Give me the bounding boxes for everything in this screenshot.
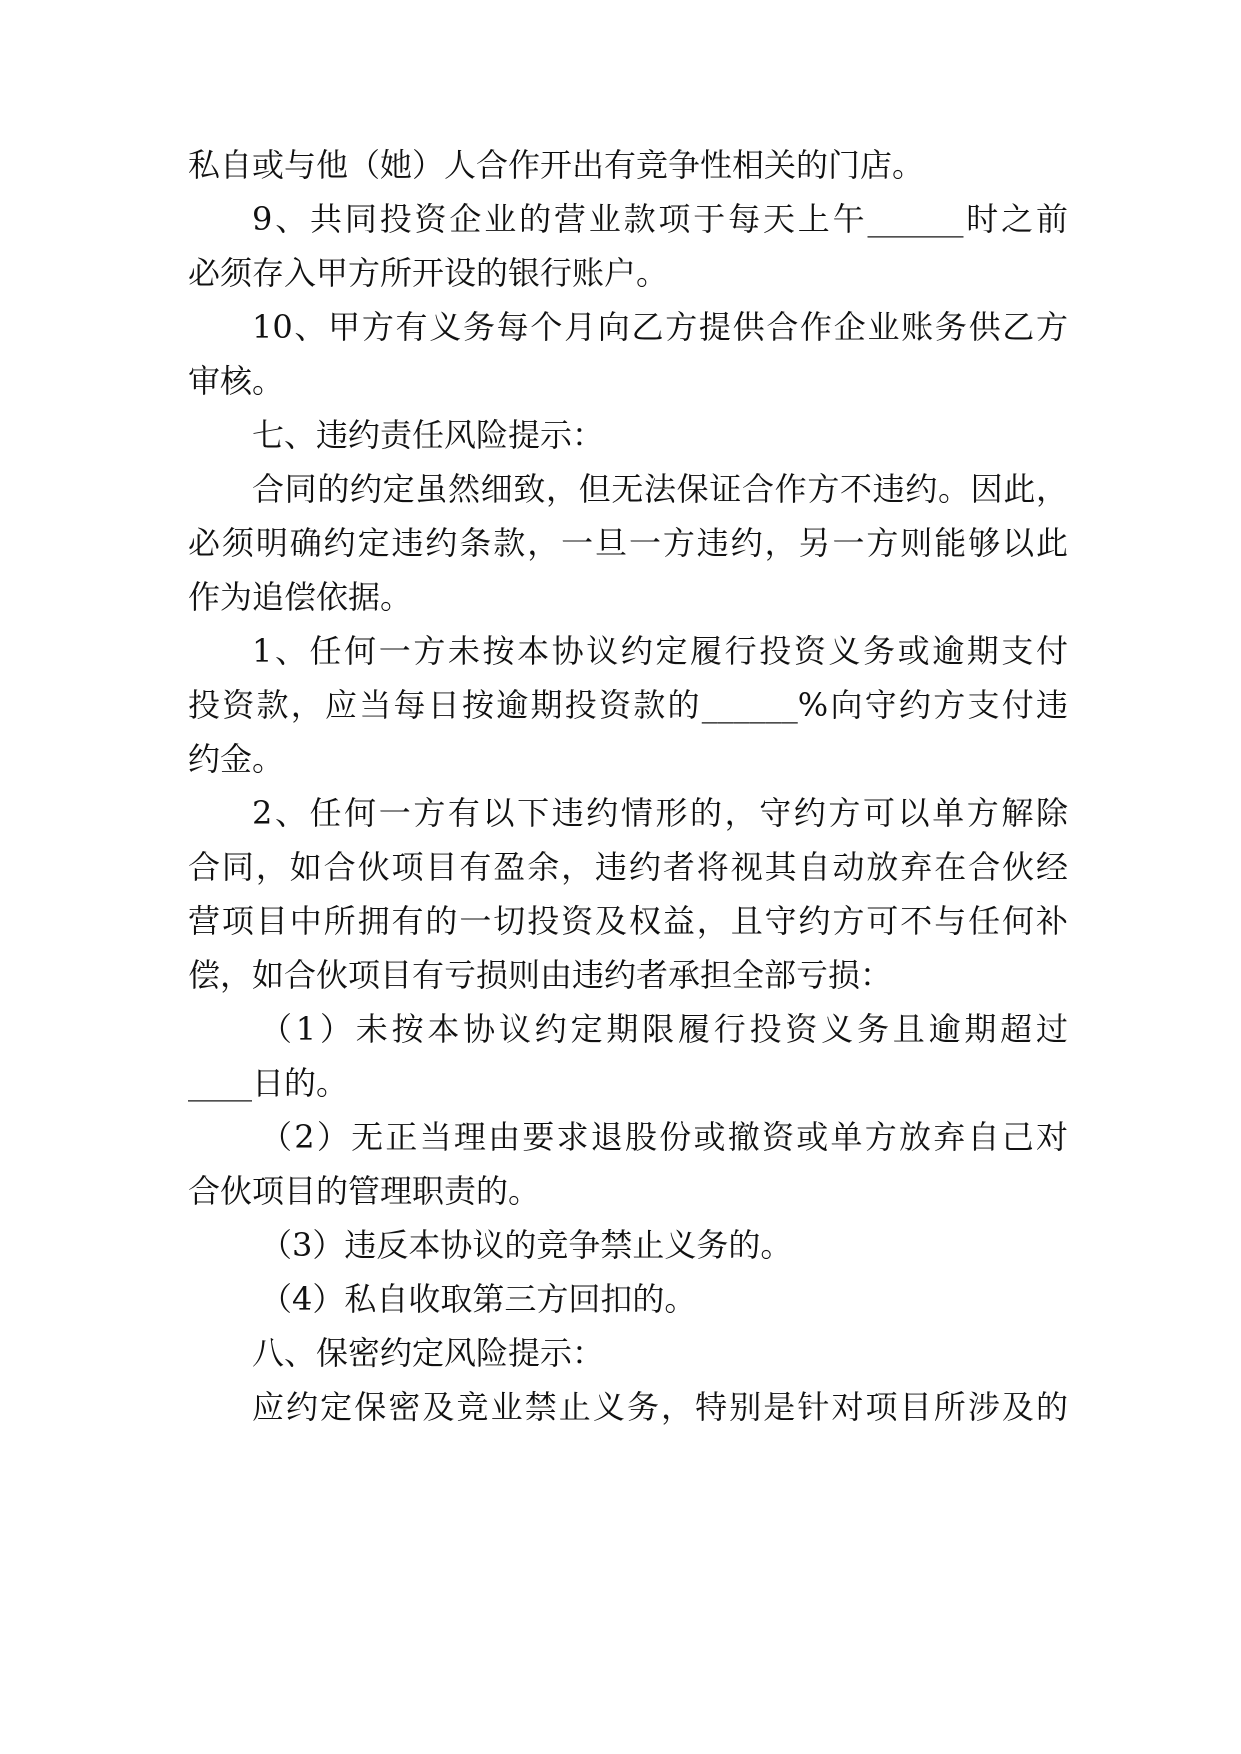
text-line: 投资款，应当每日按逾期投资款的______%向守约方支付违 bbox=[188, 686, 1068, 724]
text-line: 作为追偿依据。 bbox=[188, 578, 413, 616]
text-line: 2、任何一方有以下违约情形的，守约方可以单方解除 bbox=[252, 794, 1068, 832]
text-line: 偿，如合伙项目有亏损则由违约者承担全部亏损： bbox=[188, 956, 893, 994]
text-line: 10、甲方有义务每个月向乙方提供合作企业账务供乙方 bbox=[252, 308, 1068, 346]
text-line: （2）无正当理由要求退股份或撤资或单方放弃自己对 bbox=[260, 1118, 1068, 1156]
text-line: ____日的。 bbox=[188, 1064, 349, 1102]
text-line: 必须明确约定违约条款，一旦一方违约，另一方则能够以此 bbox=[188, 524, 1068, 562]
text-line: 私自或与他（她）人合作开出有竞争性相关的门店。 bbox=[188, 146, 925, 184]
text-line: 合伙项目的管理职责的。 bbox=[188, 1172, 541, 1210]
text-line: 9、共同投资企业的营业款项于每天上午______时之前 bbox=[252, 200, 1068, 238]
text-line: （4）私自收取第三方回扣的。 bbox=[260, 1280, 697, 1318]
text-line: 1、任何一方未按本协议约定履行投资义务或逾期支付 bbox=[252, 632, 1068, 670]
section-heading: 七、违约责任风险提示： bbox=[252, 416, 605, 454]
text-line: （1）未按本协议约定期限履行投资义务且逾期超过 bbox=[260, 1010, 1068, 1048]
section-heading: 八、保密约定风险提示： bbox=[252, 1334, 605, 1372]
text-line: 审核。 bbox=[188, 362, 285, 400]
text-line: 营项目中所拥有的一切投资及权益，且守约方可不与任何补 bbox=[188, 902, 1068, 940]
text-line: 合同，如合伙项目有盈余，违约者将视其自动放弃在合伙经 bbox=[188, 848, 1068, 886]
text-line: 合同的约定虽然细致，但无法保证合作方不违约。因此， bbox=[252, 470, 1068, 508]
text-line: 必须存入甲方所开设的银行账户。 bbox=[188, 254, 669, 292]
text-line: 约金。 bbox=[188, 740, 285, 778]
text-line: （3）违反本协议的竞争禁止义务的。 bbox=[260, 1226, 793, 1264]
text-line: 应约定保密及竞业禁止义务，特别是针对项目所涉及的 bbox=[252, 1388, 1068, 1426]
